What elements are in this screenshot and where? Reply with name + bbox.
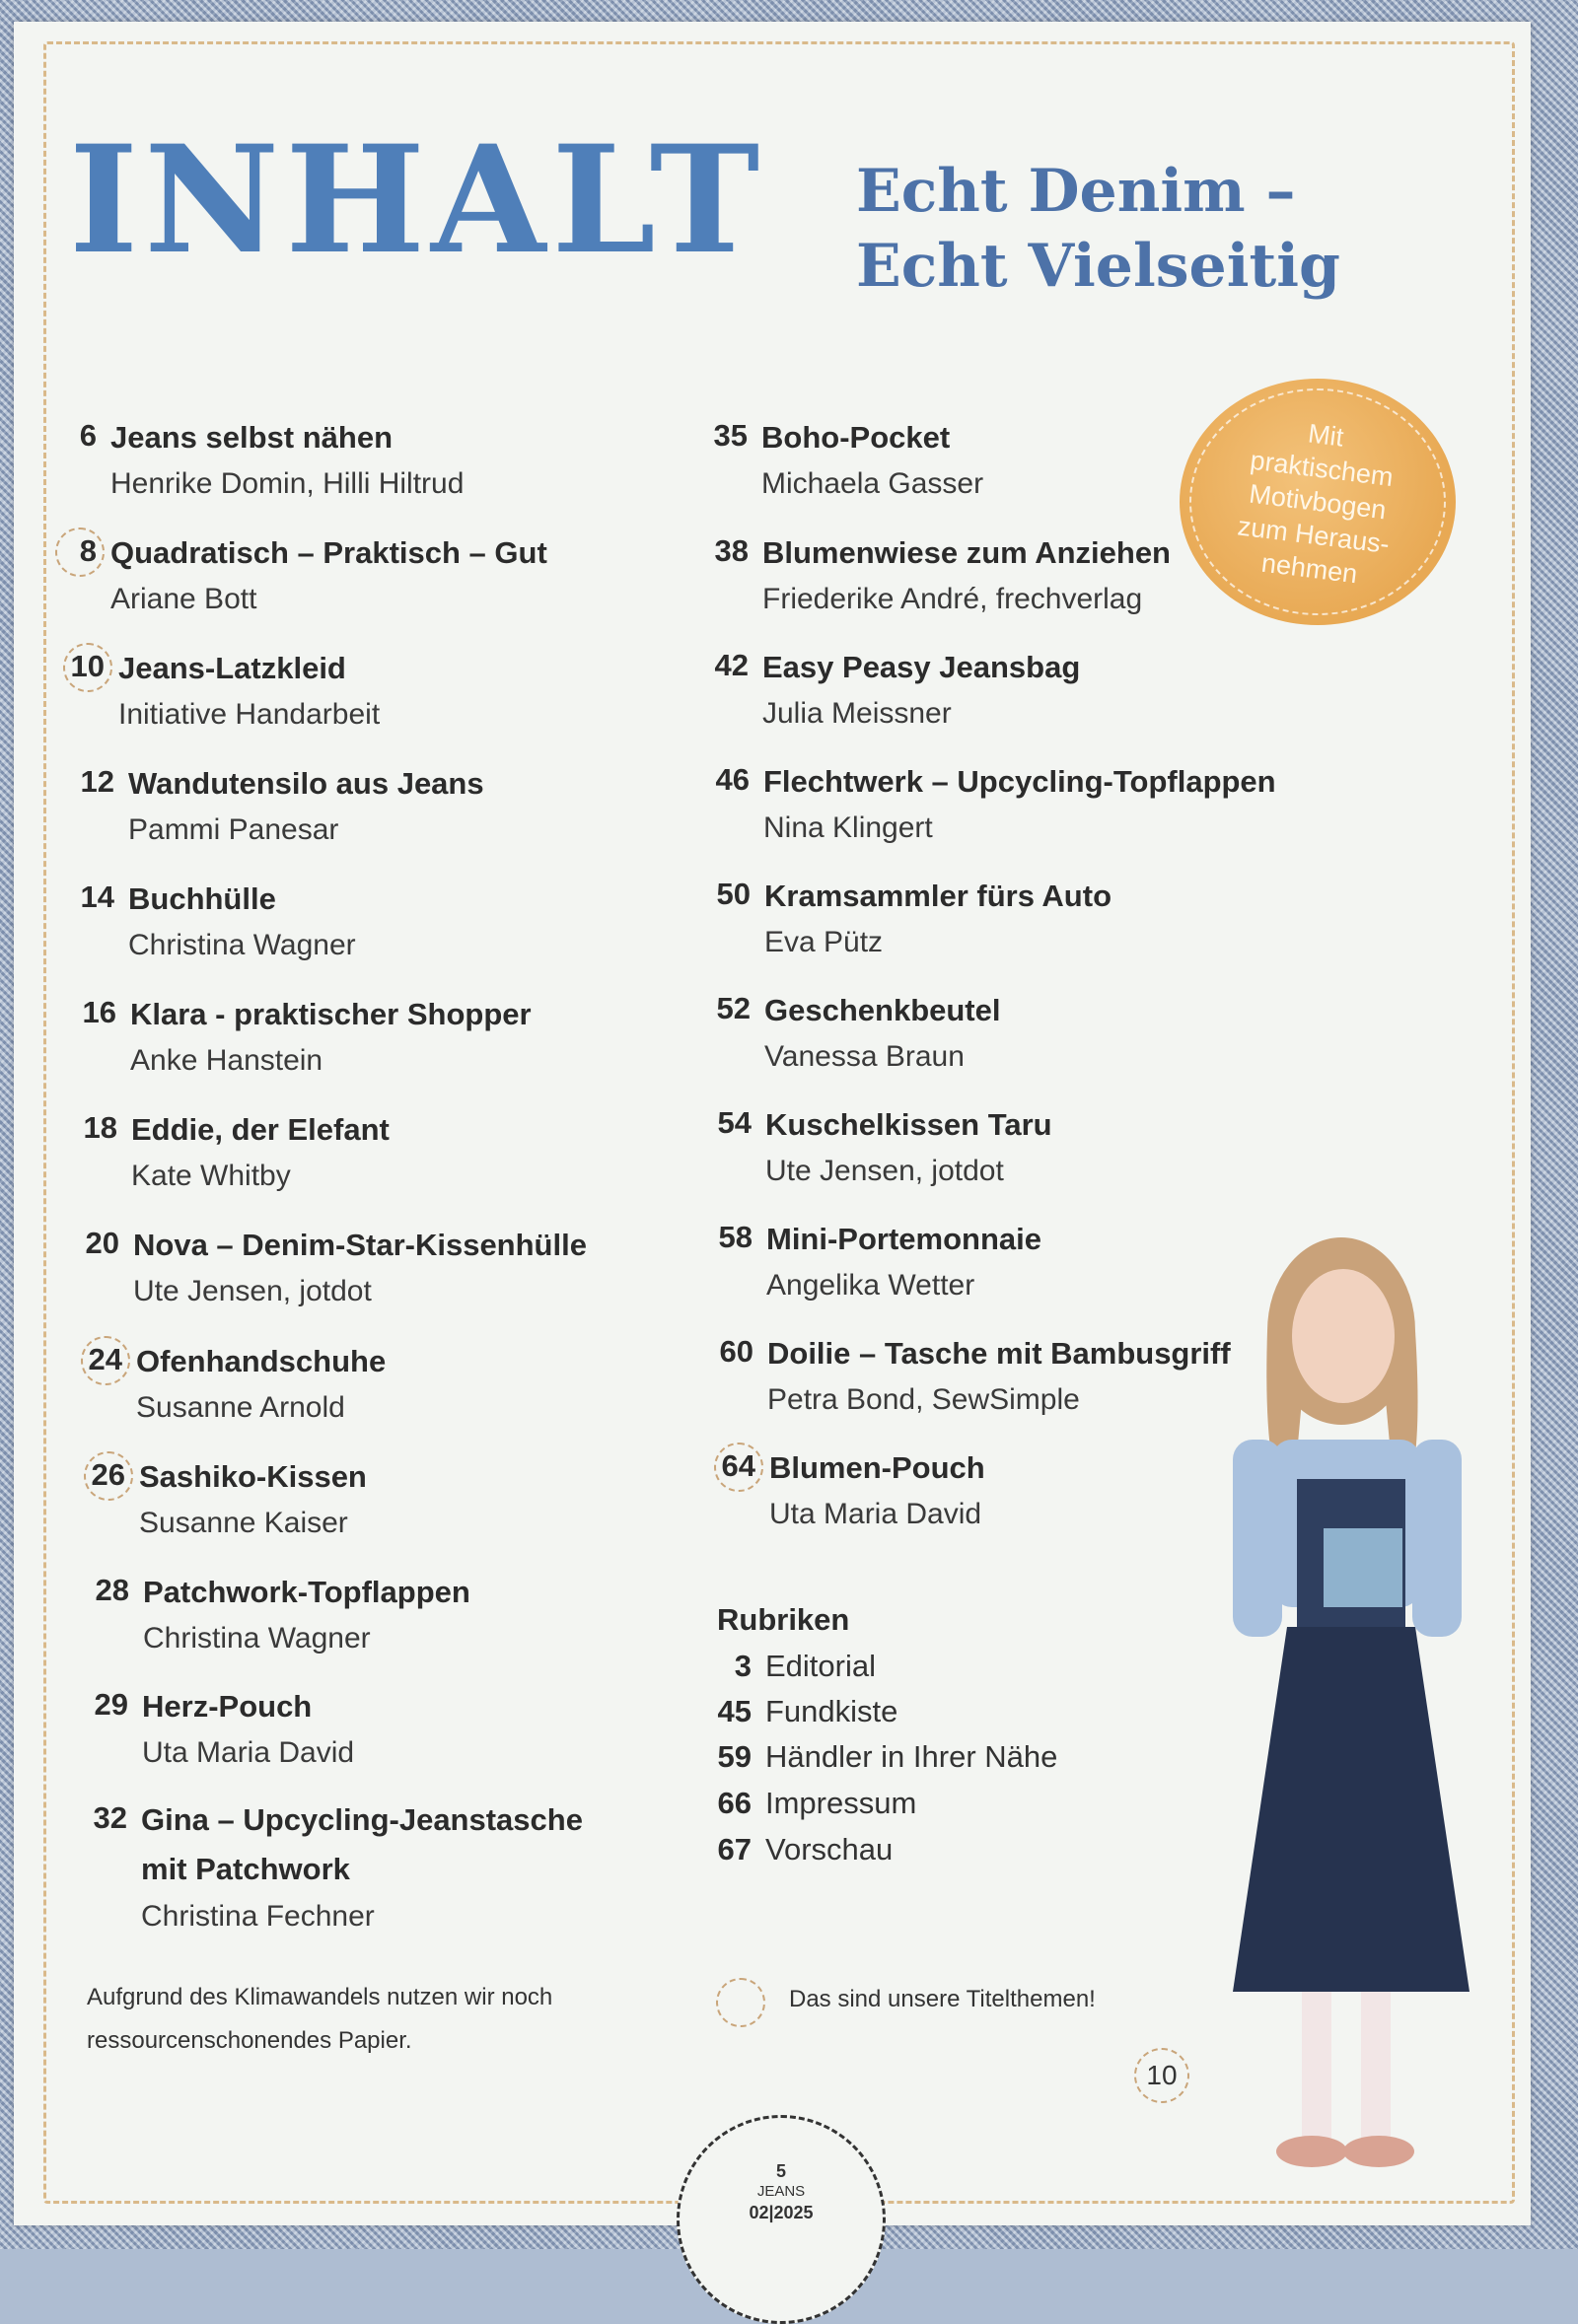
rubriken-page: 67	[717, 1832, 752, 1866]
toc-page-number: 28	[95, 1573, 129, 1607]
rubriken-label: Vorschau	[765, 1832, 894, 1866]
toc-title-line-2: mit Patchwork	[141, 1852, 350, 1886]
toc-title: Herz-Pouch	[142, 1689, 313, 1724]
toc-page-number: 16	[82, 995, 116, 1029]
rubriken-item[interactable]	[690, 1649, 876, 1684]
rubriken-item[interactable]	[690, 1739, 1057, 1775]
subtitle-line-2: Echt Vielseitig	[856, 232, 1340, 301]
rubriken-label: Impressum	[765, 1786, 917, 1820]
toc-page-number: 12	[80, 764, 114, 799]
toc-author: Petra Bond, SewSimple	[767, 1383, 1080, 1416]
photo-page-marker: 10	[1134, 2048, 1189, 2103]
toc-author: Susanne Kaiser	[139, 1507, 348, 1539]
toc-title: Boho-Pocket	[761, 420, 951, 455]
toc-author: Julia Meissner	[762, 697, 952, 730]
toc-author: Uta Maria David	[769, 1498, 982, 1530]
folio-issue: 02|2025	[749, 2203, 814, 2222]
toc-title: Blumen-Pouch	[769, 1450, 985, 1485]
toc-author: Susanne Arnold	[136, 1391, 345, 1424]
toc-author: Eva Pütz	[764, 926, 884, 958]
rubriken-item[interactable]	[690, 1832, 893, 1867]
toc-title: Eddie, der Elefant	[131, 1112, 390, 1147]
rubriken-page: 59	[717, 1739, 752, 1774]
toc-page-number: 60	[719, 1334, 753, 1369]
toc-page-number: 54	[717, 1105, 752, 1140]
toc-page-number: 32	[93, 1800, 127, 1835]
toc-author: Ute Jensen, jotdot	[133, 1275, 372, 1307]
toc-page-number: 52	[716, 991, 751, 1025]
toc-page-number: 6	[79, 418, 97, 453]
toc-author: Christina Fechner	[141, 1900, 375, 1933]
title-theme-circle-icon	[716, 1978, 765, 2027]
child-photo	[1154, 1213, 1529, 2199]
toc-page-number: 46	[715, 762, 750, 797]
toc-title: Geschenkbeutel	[764, 993, 1001, 1027]
toc-title: Sashiko-Kissen	[139, 1459, 367, 1494]
title-theme-legend: Das sind unsere Titelthemen!	[789, 1986, 1096, 2012]
toc-author: Michaela Gasser	[761, 467, 984, 500]
rubriken-item[interactable]	[690, 1694, 897, 1729]
toc-title: Gina – Upcycling-Jeanstasche	[141, 1802, 583, 1837]
toc-author: Henrike Domin, Hilli Hiltrud	[110, 467, 465, 500]
toc-title: Wandutensilo aus Jeans	[128, 766, 484, 801]
subtitle-line-1: Echt Denim –	[856, 157, 1296, 226]
toc-page-number: 50	[716, 877, 751, 911]
toc-author: Ariane Bott	[110, 583, 257, 615]
toc-author: Christina Wagner	[143, 1622, 371, 1655]
rubriken-page: 45	[717, 1694, 752, 1728]
toc-title: Patchwork-Topflappen	[143, 1575, 470, 1609]
toc-author: Nina Klingert	[763, 811, 933, 844]
toc-page-number: 8	[45, 533, 97, 569]
toc-title: Kuschelkissen Taru	[765, 1107, 1052, 1142]
toc-author: Uta Maria David	[142, 1736, 355, 1769]
toc-author: Pammi Panesar	[128, 813, 339, 846]
toc-author: Friederike André, frechverlag	[762, 583, 1143, 615]
toc-author: Initiative Handarbeit	[118, 698, 381, 731]
toc-page-number: 42	[714, 648, 749, 682]
toc-page-number: 24	[71, 1342, 122, 1377]
toc-page-number: 35	[713, 418, 748, 453]
toc-page-number: 10	[53, 649, 105, 684]
rubriken-item[interactable]	[690, 1786, 916, 1821]
toc-title: Blumenwiese zum Anziehen	[762, 535, 1171, 570]
page-folio	[677, 2115, 886, 2324]
toc-author: Angelika Wetter	[766, 1269, 975, 1302]
toc-title: Quadratisch – Praktisch – Gut	[110, 535, 547, 570]
toc-page-number: 38	[714, 533, 749, 568]
toc-page-number: 29	[94, 1687, 128, 1722]
toc-page-number: 18	[83, 1110, 117, 1145]
toc-title: Nova – Denim-Star-Kissenhülle	[133, 1228, 587, 1262]
toc-page-number: 64	[704, 1448, 755, 1484]
toc-title: Easy Peasy Jeansbag	[762, 650, 1081, 684]
toc-author: Vanessa Braun	[764, 1040, 965, 1073]
toc-title: Mini-Portemonnaie	[766, 1222, 1042, 1256]
toc-title: Jeans-Latzkleid	[118, 651, 346, 685]
toc-title: Kramsammler fürs Auto	[764, 879, 1112, 913]
toc-page-number: 26	[74, 1457, 125, 1493]
toc-page-number: 58	[718, 1220, 753, 1254]
toc-page-number: 14	[80, 880, 114, 914]
toc-page-number: 20	[85, 1226, 119, 1260]
rubriken-label: Editorial	[765, 1649, 876, 1683]
page-title: INHALT	[69, 113, 766, 287]
toc-title: Doilie – Tasche mit Bambusgriff	[767, 1336, 1231, 1371]
toc-author: Ute Jensen, jotdot	[765, 1155, 1004, 1187]
rubriken-label: Fundkiste	[765, 1694, 898, 1728]
toc-author: Kate Whitby	[131, 1160, 291, 1192]
toc-title: Klara - praktischer Shopper	[130, 997, 532, 1031]
folio-magazine: JEANS	[756, 2183, 806, 2200]
paper-footnote: Aufgrund des Klimawandels nutzen wir noch ressourcenschonendes Papier.	[87, 1984, 553, 2054]
toc-title: Flechtwerk – Upcycling-Topflappen	[763, 764, 1276, 799]
folio-page-number: 5	[775, 2161, 786, 2181]
toc-author: Christina Wagner	[128, 929, 356, 961]
rubriken-heading: Rubriken	[717, 1602, 850, 1637]
toc-author: Anke Hanstein	[130, 1044, 323, 1077]
toc-title: Ofenhandschuhe	[136, 1344, 387, 1378]
toc-title: Buchhülle	[128, 881, 276, 916]
rubriken-label: Händler in Ihrer Nähe	[765, 1739, 1058, 1774]
rubriken-page: 66	[717, 1786, 752, 1820]
rubriken-page: 3	[734, 1649, 752, 1683]
badge-text: Mit praktischem Motivbogen zum Heraus-nehmen	[1236, 418, 1396, 590]
page-subtitle	[856, 154, 1340, 304]
toc-title: Jeans selbst nähen	[110, 420, 394, 455]
